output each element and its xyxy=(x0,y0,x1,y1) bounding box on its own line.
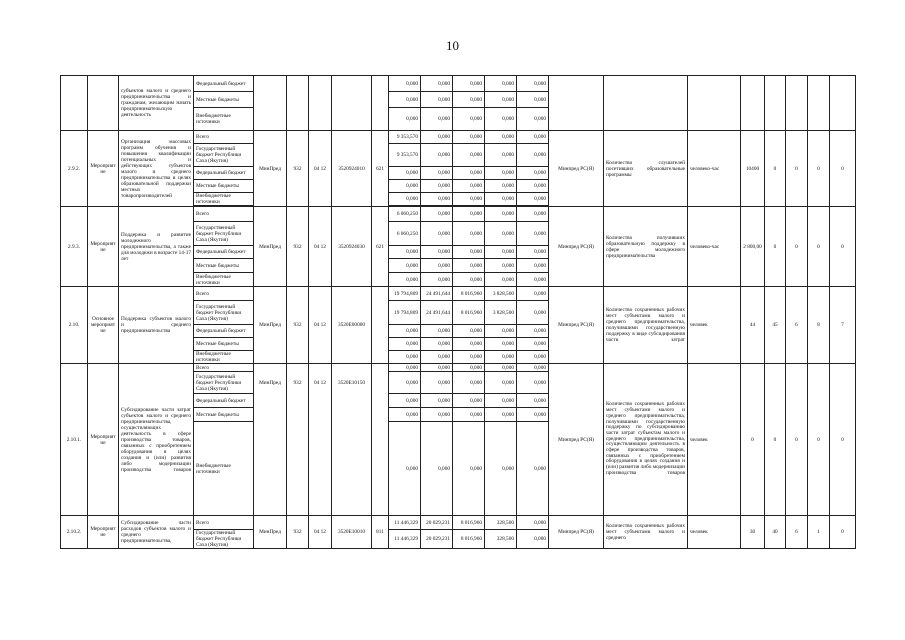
cell-sum: 9 353,570 xyxy=(389,144,421,167)
cell-sum: 0,000 xyxy=(453,351,485,364)
cell-executor: Минпред РС(Я) xyxy=(549,207,604,287)
cell-value: 6 xyxy=(786,287,808,364)
cell-unit: человек xyxy=(688,516,741,549)
cell-source: Внебюджетные источники xyxy=(194,108,254,131)
cell-executor: Минпред РС(Я) xyxy=(549,364,604,516)
cell-sum: 8 016,960 xyxy=(453,287,485,301)
cell-sum: 0,000 xyxy=(485,131,517,144)
cell-type: Мероприятие xyxy=(88,131,119,207)
cell-sum: 0,000 xyxy=(453,167,485,180)
cell-sum: 0,000 xyxy=(389,394,421,408)
cell-sum: 0,000 xyxy=(517,259,549,273)
cell-kod: 932 xyxy=(287,516,309,549)
cell-sum: 0,000 xyxy=(421,167,453,180)
cell-sum: 0,000 xyxy=(389,351,421,364)
cell-sum: 0,000 xyxy=(517,408,549,422)
cell-sum: 0,000 xyxy=(485,108,517,131)
cell-source: Всего xyxy=(194,131,254,144)
cell-sum: 0,000 xyxy=(453,408,485,422)
cell-value xyxy=(765,76,786,131)
cell-value: 0 xyxy=(808,364,830,516)
cell-sum: 3 828,500 xyxy=(485,287,517,301)
cell-sum: 0,000 xyxy=(421,76,453,92)
cell-source: Федеральный бюджет xyxy=(194,394,254,408)
cell-sum: 8 016,960 xyxy=(453,516,485,530)
cell-indicator: Количество сохраненных рабочих мест субъектами малого и среднего предпринимательства, получившими государственную поддержку по субсидированию части затрат субъектам малого и среднего предпринимательства, осуществляющим деятельность в сфере производства товаров, связанных с приобретением оборудования в целях создания и (или) развития либо модернизации производства товаров xyxy=(604,364,688,516)
cell-value xyxy=(830,76,856,131)
cell-type: Мероприятие xyxy=(88,364,119,516)
cell-sum: 0,000 xyxy=(421,131,453,144)
cell-sum: 0,000 xyxy=(421,408,453,422)
cell-unit xyxy=(688,76,741,131)
cell-razdel: 04 12 xyxy=(309,131,332,207)
cell-csr: 3520E10010 xyxy=(332,516,372,549)
cell-indicator: Количество слушателей посетивших образовательные программы xyxy=(604,131,688,207)
cell-sum: 0,000 xyxy=(453,92,485,108)
cell-sum: 19 794,809 xyxy=(389,301,421,325)
cell-sum: 0,000 xyxy=(421,193,453,206)
cell-source: Внебюджетные источники xyxy=(194,351,254,364)
cell-source: Местные бюджеты xyxy=(194,92,254,108)
cell-value: 40 xyxy=(765,516,786,549)
cell-executor xyxy=(549,76,604,131)
cell-sum: 0,000 xyxy=(389,246,421,259)
cell-csr: 3520924010 xyxy=(332,131,372,207)
cell-sum: 0,000 xyxy=(453,246,485,259)
cell-sum: 0,000 xyxy=(517,167,549,180)
cell-sum: 0,000 xyxy=(517,193,549,206)
cell-executor: Минпред РС(Я) xyxy=(549,516,604,549)
cell-sum: 0,000 xyxy=(421,351,453,364)
cell-csr: 3520924030 xyxy=(332,207,372,287)
cell-sum: 0,000 xyxy=(453,259,485,273)
cell-razdel: 04 12 xyxy=(309,364,332,516)
cell-indicator xyxy=(604,76,688,131)
cell-sum: 0,000 xyxy=(517,516,549,530)
cell-sum: 0,000 xyxy=(517,301,549,325)
cell-sum: 0,000 xyxy=(485,193,517,206)
cell-indicator: Количество сохраненных рабочих мест субъектами малого и среднего xyxy=(604,516,688,549)
cell-value: 0 xyxy=(765,207,786,287)
cell-value: 0 xyxy=(830,131,856,207)
cell-value: 0 xyxy=(765,364,786,516)
cell-sum: 0,000 xyxy=(453,394,485,408)
cell-sum: 0,000 xyxy=(485,351,517,364)
cell-sum: 0,000 xyxy=(421,246,453,259)
cell-sum: 11 446,329 xyxy=(389,516,421,530)
cell-sum: 0,000 xyxy=(389,92,421,108)
cell-value: 8 xyxy=(808,287,830,364)
cell-sum: 0,000 xyxy=(453,144,485,167)
cell-sum: 0,000 xyxy=(421,222,453,246)
cell-value: 6 xyxy=(786,516,808,549)
cell-indicator: Количество получивших образовательную поддержку в сфере молодежного предпринимательства xyxy=(604,207,688,287)
cell-sum: 0,000 xyxy=(517,76,549,92)
cell-source: Государственный бюджет Республики Саха (Якутия) xyxy=(194,144,254,167)
cell-value: 2 800,00 xyxy=(741,207,765,287)
cell-indicator: Количество сохраненных рабочих мест субъектами малого и среднего предпринимательства, получившими государственную поддержку в виде субсидирования части затрат xyxy=(604,287,688,364)
cell-sum: 0,000 xyxy=(485,364,517,372)
cell-executor: Минпред РС(Я) xyxy=(549,131,604,207)
cell-sum: 0,000 xyxy=(389,364,421,372)
cell-sum: 0,000 xyxy=(389,108,421,131)
cell-sum: 0,000 xyxy=(517,364,549,372)
cell-sum: 8 016,960 xyxy=(453,530,485,549)
cell-sum: 0,000 xyxy=(517,246,549,259)
cell-sum: 0,000 xyxy=(485,92,517,108)
cell-sum: 0,000 xyxy=(517,222,549,246)
cell-grbs: МинПред xyxy=(254,287,287,364)
cell-type: Мероприятие xyxy=(88,516,119,549)
cell-value: 30 xyxy=(741,516,765,549)
cell-sum: 0,000 xyxy=(421,422,453,516)
cell-unit: человеко-час xyxy=(688,131,741,207)
cell-sum: 0,000 xyxy=(485,207,517,222)
cell-source: Государственный бюджет Республики Саха (Якутия) xyxy=(194,222,254,246)
cell-csr xyxy=(332,76,372,131)
cell-sum: 8 016,960 xyxy=(453,301,485,325)
cell-num: 2.10.2. xyxy=(61,516,88,549)
cell-sum: 328,500 xyxy=(485,530,517,549)
cell-sum: 0,000 xyxy=(421,372,453,394)
cell-source: Местные бюджеты xyxy=(194,338,254,351)
program-table xyxy=(60,75,856,549)
cell-kod: 932 xyxy=(287,207,309,287)
cell-sum: 0,000 xyxy=(421,108,453,131)
cell-sum: 0,000 xyxy=(517,108,549,131)
cell-sum: 0,000 xyxy=(421,92,453,108)
cell-sum: 0,000 xyxy=(421,325,453,338)
cell-sum: 0,000 xyxy=(517,131,549,144)
cell-value: 0 xyxy=(830,516,856,549)
cell-value: 0 xyxy=(786,131,808,207)
cell-value xyxy=(741,76,765,131)
cell-sum: 0,000 xyxy=(485,259,517,273)
cell-sum: 0,000 xyxy=(517,287,549,301)
cell-num xyxy=(61,76,88,131)
cell-vr: 621 xyxy=(372,131,389,207)
cell-csr: 3520E10150 xyxy=(332,364,372,516)
cell-sum: 0,000 xyxy=(517,92,549,108)
cell-sum: 0,000 xyxy=(517,273,549,287)
table-row xyxy=(61,287,856,301)
cell-value xyxy=(786,76,808,131)
cell-sum: 0,000 xyxy=(453,325,485,338)
cell-type xyxy=(88,76,119,131)
cell-sum: 0,000 xyxy=(389,372,421,394)
cell-num: 2.9.2. xyxy=(61,131,88,207)
cell-sum: 0,000 xyxy=(453,273,485,287)
cell-csr: 3520E00000 xyxy=(332,287,372,364)
cell-source: Государственный бюджет Республики Саха (Якутия) xyxy=(194,301,254,325)
cell-source: Всего xyxy=(194,207,254,222)
cell-source: Федеральный бюджет xyxy=(194,325,254,338)
cell-value xyxy=(808,76,830,131)
cell-sum: 6 060,250 xyxy=(389,207,421,222)
cell-sum: 0,000 xyxy=(453,338,485,351)
cell-sum: 0,000 xyxy=(453,76,485,92)
cell-source: Государственный бюджет Республики Саха (Якутия) xyxy=(194,530,254,549)
cell-source: Местные бюджеты xyxy=(194,259,254,273)
cell-razdel: 04 12 xyxy=(309,207,332,287)
cell-source: Государственный бюджет Республики Саха (Якутия) xyxy=(194,372,254,394)
cell-sum: 20 029,231 xyxy=(421,530,453,549)
cell-value: 1 xyxy=(808,516,830,549)
cell-grbs xyxy=(254,76,287,131)
cell-sum: 0,000 xyxy=(389,180,421,193)
cell-sum: 0,000 xyxy=(421,364,453,372)
cell-num: 2.10. xyxy=(61,287,88,364)
cell-sum: 0,000 xyxy=(389,408,421,422)
cell-value: 0 xyxy=(808,131,830,207)
cell-num: 2.10.1. xyxy=(61,364,88,516)
cell-value: 44 xyxy=(741,287,765,364)
cell-value: 0 xyxy=(830,207,856,287)
page-number: 10 xyxy=(446,38,459,53)
cell-kod: 932 xyxy=(287,364,309,516)
cell-sum: 6 060,250 xyxy=(389,222,421,246)
cell-razdel: 04 12 xyxy=(309,516,332,549)
cell-type: Мероприятие xyxy=(88,207,119,287)
cell-sum: 0,000 xyxy=(453,372,485,394)
cell-sum: 9 353,570 xyxy=(389,131,421,144)
cell-vr: 621 xyxy=(372,207,389,287)
cell-sum: 0,000 xyxy=(517,422,549,516)
cell-source: Всего xyxy=(194,516,254,530)
cell-source: Местные бюджеты xyxy=(194,180,254,193)
table-row xyxy=(61,364,856,372)
cell-sum: 328,500 xyxy=(485,516,517,530)
cell-sum: 0,000 xyxy=(485,167,517,180)
cell-name: Субсидирование части затрат субъектов малого и среднего предпринимательства, осуществляющих деятельность в сфере производства товаров, связанных с приобретением оборудования в целях создания и (или) развития либо модернизации производства товаров xyxy=(119,364,194,516)
cell-sum: 0,000 xyxy=(517,394,549,408)
cell-source: Федеральный бюджет xyxy=(194,246,254,259)
cell-sum: 0,000 xyxy=(453,222,485,246)
cell-sum: 0,000 xyxy=(485,408,517,422)
cell-value: 45 xyxy=(765,287,786,364)
cell-sum: 0,000 xyxy=(517,338,549,351)
cell-sum: 0,000 xyxy=(421,144,453,167)
cell-sum: 3 828,500 xyxy=(485,301,517,325)
cell-value: 0 xyxy=(765,131,786,207)
cell-source: Федеральный бюджет xyxy=(194,76,254,92)
cell-grbs: МинПред xyxy=(254,364,287,516)
cell-sum: 0,000 xyxy=(453,207,485,222)
cell-sum: 0,000 xyxy=(485,338,517,351)
cell-razdel xyxy=(309,76,332,131)
cell-unit: человек xyxy=(688,287,741,364)
cell-source: Всего xyxy=(194,364,254,372)
cell-name: Поддержка субъектов малого и среднего предпринимательства xyxy=(119,287,194,364)
cell-sum: 0,000 xyxy=(517,325,549,338)
cell-kod xyxy=(287,76,309,131)
cell-sum: 0,000 xyxy=(517,351,549,364)
cell-sum: 0,000 xyxy=(517,530,549,549)
cell-sum: 0,000 xyxy=(389,167,421,180)
cell-source: Внебюджетные источники xyxy=(194,273,254,287)
cell-sum: 0,000 xyxy=(485,246,517,259)
cell-sum: 0,000 xyxy=(517,144,549,167)
cell-grbs: МинПред xyxy=(254,516,287,549)
cell-sum: 0,000 xyxy=(389,338,421,351)
cell-unit: человек xyxy=(688,364,741,516)
cell-sum: 11 446,329 xyxy=(389,530,421,549)
cell-value: 0 xyxy=(786,207,808,287)
cell-kod: 932 xyxy=(287,287,309,364)
cell-sum: 0,000 xyxy=(485,394,517,408)
cell-sum: 0,000 xyxy=(453,364,485,372)
cell-name: Субсидирование части расходов субъектов малого и среднего предпринимательства, xyxy=(119,516,194,549)
cell-sum: 0,000 xyxy=(421,259,453,273)
cell-sum: 0,000 xyxy=(453,422,485,516)
cell-grbs: МинПред xyxy=(254,207,287,287)
cell-sum: 20 029,231 xyxy=(421,516,453,530)
cell-sum: 0,000 xyxy=(485,180,517,193)
cell-source: Федеральный бюджет xyxy=(194,167,254,180)
cell-name: субъектов малого и среднего предпринимательства и гражданам, желающим начать предпринимательскую деятельность xyxy=(119,76,194,131)
cell-sum: 0,000 xyxy=(485,76,517,92)
cell-kod: 932 xyxy=(287,131,309,207)
cell-sum: 0,000 xyxy=(421,273,453,287)
cell-name: Поддержка и развитие молодежного предпринимательства, а также для молодежи в возрасте 14-17 лет xyxy=(119,207,194,287)
cell-sum: 0,000 xyxy=(517,180,549,193)
cell-sum: 0,000 xyxy=(485,372,517,394)
table-row xyxy=(61,207,856,222)
cell-value: 10400 xyxy=(741,131,765,207)
cell-sum: 0,000 xyxy=(421,394,453,408)
cell-sum: 0,000 xyxy=(485,144,517,167)
cell-vr xyxy=(372,76,389,131)
cell-vr: 811 xyxy=(372,516,389,549)
cell-sum: 0,000 xyxy=(389,259,421,273)
cell-source: Местные бюджеты xyxy=(194,408,254,422)
cell-sum: 0,000 xyxy=(453,180,485,193)
cell-sum: 0,000 xyxy=(421,338,453,351)
cell-sum: 0,000 xyxy=(517,207,549,222)
cell-sum: 0,000 xyxy=(389,422,421,516)
cell-value: 0 xyxy=(830,364,856,516)
cell-sum: 0,000 xyxy=(389,76,421,92)
cell-sum: 0,000 xyxy=(389,325,421,338)
cell-vr xyxy=(372,287,389,364)
cell-sum: 0,000 xyxy=(485,325,517,338)
cell-sum: 24 491,644 xyxy=(421,301,453,325)
cell-name: Организация массовых программ обучения и повышения квалификации потенциальных и действующих субъектов малого и среднего предпринимательства в целях образовательной поддержки местных товаропроизводителей xyxy=(119,131,194,207)
cell-sum: 0,000 xyxy=(453,193,485,206)
cell-sum: 0,000 xyxy=(485,422,517,516)
cell-vr xyxy=(372,364,389,516)
cell-grbs: МинПред xyxy=(254,131,287,207)
cell-sum: 0,000 xyxy=(517,372,549,394)
cell-razdel: 04 12 xyxy=(309,287,332,364)
cell-sum: 0,000 xyxy=(389,273,421,287)
cell-sum: 0,000 xyxy=(421,207,453,222)
cell-value: 0 xyxy=(741,364,765,516)
cell-executor: Минпред РС(Я) xyxy=(549,287,604,364)
cell-num: 2.9.3. xyxy=(61,207,88,287)
cell-sum: 0,000 xyxy=(485,273,517,287)
cell-value: 0 xyxy=(808,207,830,287)
cell-sum: 0,000 xyxy=(389,193,421,206)
cell-sum: 19 794,809 xyxy=(389,287,421,301)
table-row xyxy=(61,516,856,530)
cell-sum: 0,000 xyxy=(485,222,517,246)
cell-value: 0 xyxy=(786,364,808,516)
table-row xyxy=(61,76,856,92)
cell-unit: человеко-час xyxy=(688,207,741,287)
cell-sum: 0,000 xyxy=(453,131,485,144)
cell-value: 7 xyxy=(830,287,856,364)
cell-source: Внебюджетные источники xyxy=(194,422,254,516)
cell-source: Внебюджетные источники xyxy=(194,193,254,206)
cell-sum: 24 491,644 xyxy=(421,287,453,301)
table-row xyxy=(61,131,856,144)
cell-source: Всего xyxy=(194,287,254,301)
cell-sum: 0,000 xyxy=(453,108,485,131)
cell-type: Основное мероприятие xyxy=(88,287,119,364)
cell-sum: 0,000 xyxy=(421,180,453,193)
